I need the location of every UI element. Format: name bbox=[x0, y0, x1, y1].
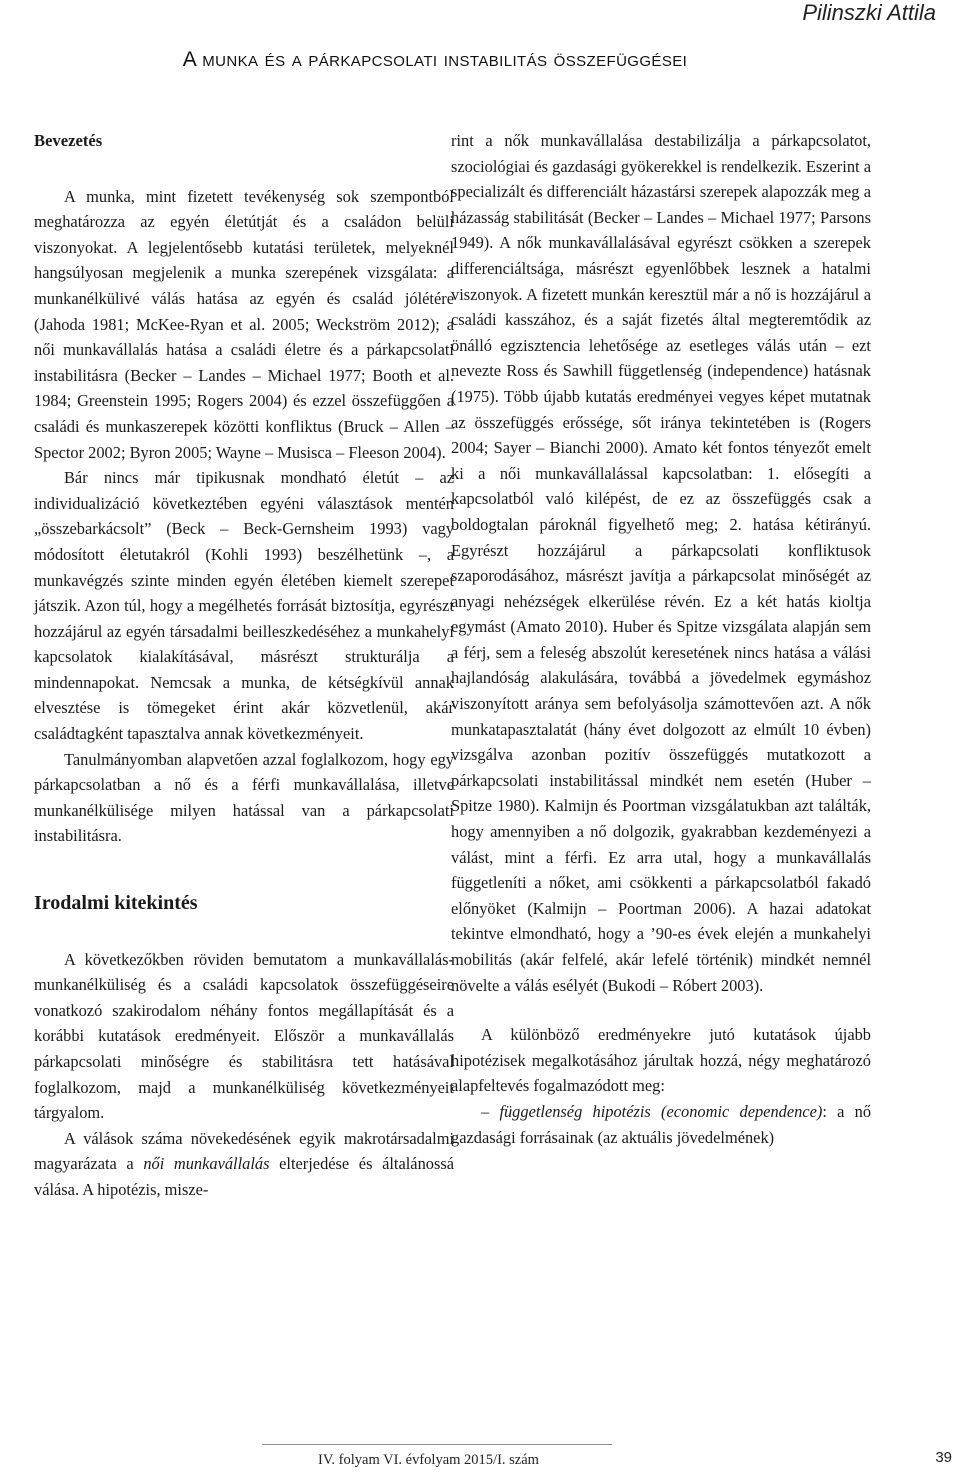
paragraph: A következőkben röviden bemutatom a munkavállalás-munkanélküliség és a családi kapcsolatok összefüggéseire vonatkozó szakirodalom néhány fontos megállapítását és a korábbi kutatások eredményeit. Először a munkavállalás párkapcsolati minőségre és stabilitásra tett hatásával foglalkozom, majd a munkanélküliség következményeit tárgyalom. bbox=[34, 949, 454, 1123]
section-heading-introduction: Bevezetés bbox=[34, 131, 103, 150]
paragraph-text: : a nő gazdasági forrásainak (az aktuális jövedelmének) bbox=[451, 1101, 872, 1147]
list-dash: – bbox=[481, 1101, 500, 1121]
list-item bbox=[451, 1099, 871, 1150]
paragraph-text: elterjedése és általánossá válása. A hipotézis, misze- bbox=[34, 1154, 454, 1199]
paragraph: rint a nők munkavállalása destabilizálja a párkapcsolatot, szociológiai és gazdasági gyökerekkel is rendelkezik. Eszerint a specializált és differenciált házastársi szerepek alapozzák meg a házasság stabilitását (Becker – Landes – Michael 1977; Parsons 1949). A nők munkavállalásával egyrészt csökken a szerepek differenciáltsága, másrészt egyenlőbbek lesznek a hatalmi viszonyok. A fizetett munkán keresztül már a nő is hozzájárul a családi kasszához, és a saját fizetés által megteremtődik az önálló egzisztencia lehetősége az esetleges válás után – ezt nevezte Ross és Sawhill függetlenség (independence) hatásnak (1975). Több újabb kutatás eredményei vegyes képet mutatnak az összefüggés erőssége, sőt iránya tekintetében is (Rogers 2004; Sayer – Bianchi 2000). Amato két fontos tényezőt emelt ki a női munkavállalással kapcsolatban: 1. elősegíti a kapcsolatból való kilépést, de ez az összefüggés csak a boldogtalan pároknál figyelhető meg; 2. hatása kétirányú. Egyrészt hozzájárul a párkapcsolati konfliktusok szaporodásához, másrészt javítja a párkapcsolat minőségét az anyagi nehézségek elkerülése révén. Ez a két hatás kioltja egymást (Amato 2010). Huber és Spitze vizsgálata alapján sem a férj, sem a feleség abszolút keresetének nincs hatása a válási hajlandóság alakulására, továbbá a jövedelmek egymáshoz viszonyított aránya sem befolyásolja számottevően azt. A nők munkatapasztalatát (hány évet dolgozott az elmúlt 10 évben) vizsgálva azonban pozitív összefüggés mutatkozott a párkapcsolati instabilitással mindkét nem esetén (Huber – Spitze 1980). Kalmijn és Poortman vizsgálatukban azt találták, hogy amennyiben a nő dolgozik, gyakrabban kezdeményezi a válást, mint a férfi. Ez arra utal, hogy a munkavállalás függetleníti a nőket, ami csökkenti a párkapcsolatból fakadó előnyöket (Kalmijn – Poortman 2006). A hazai adatokat tekintve elmondható, hogy a ’90-es évek elején a munkahelyi mobilitás (akár felfelé, akár lefelé történik) mindkét nemnél növelte a válás esélyét (Bukodi – Róbert 2003). bbox=[451, 131, 871, 995]
emphasis-text: női munkavállalás bbox=[143, 1154, 270, 1174]
footer-divider bbox=[262, 1444, 612, 1445]
article-title: A munka és a párkapcsolati instabilitás összefüggései bbox=[182, 48, 688, 71]
left-column bbox=[34, 128, 454, 1203]
paragraph-text: A válások száma növekedésének egyik makrotársadalmi magyarázata a bbox=[34, 1128, 454, 1174]
journal-issue: IV. folyam VI. évfolyam 2015/I. szám bbox=[318, 1452, 539, 1468]
paragraph bbox=[34, 1126, 454, 1203]
emphasis-text: függetlenség hipotézis (economic dependence) bbox=[499, 1101, 823, 1121]
page-number: 39 bbox=[935, 1449, 952, 1466]
section-heading-literature: Irodalmi kitekintés bbox=[34, 892, 198, 915]
paragraph: A különböző eredményekre jutó kutatások újabb hipotézisek megalkotásához járultak hozzá, négy meghatározó alapfeltevés fogalmazódott meg: bbox=[451, 1025, 871, 1096]
paragraph-gap bbox=[451, 998, 871, 1022]
paragraph: A munka, mint fizetett tevékenység sok szempontból meghatározza az egyén életútját és a családon belüli viszonyokat. A legjelentősebb kutatási területek, melyeknél hangsúlyosan megjelenik a munka szerepének vizsgálata: a munkanélkülivé válás hatása az egyén és család jólétére (Jahoda 1981; McKee-Ryan et al. 2005; Weckström 2012); a női munkavállalás hatása a családi életre és a párkapcsolati instabilitásra (Becker – Landes – Michael 1977; Booth et al. 1984; Greenstein 1995; Rogers 2004) és ezzel összefüggően a családi és munkaszerepek közötti konfliktus (Bruck – Allen – Spector 2002; Byron 2005; Wayne – Musisca – Fleeson 2004). bbox=[34, 186, 454, 462]
author-name: Pilinszki Attila bbox=[802, 0, 936, 25]
paragraph: Bár nincs már tipikusnak mondható életút – az individualizáció következtében egyéni választások mentén „összebarkácsolt” (Beck – Beck-Gernsheim 1993) vagy módosított életutakról (Kohli 1993) beszélhetünk –, a munkavégzés szinte minden egyén életében kiemelt szerepet játszik. Azon túl, hogy a megélhetés forrását biztosítja, egyrészt hozzájárul az egyén társadalmi beilleszkedéséhez a munkahelyi kapcsolatok kialakításával, másrészt strukturálja a mindennapokat. Nemcsak a munka, de kétségkívül annak elvesztése is tömegeket érint akár közvetlenül, akár családtagként tapasztalva annak következményeit. bbox=[34, 468, 454, 744]
right-column bbox=[451, 128, 871, 1150]
paragraph: Tanulmányomban alapvetően azzal foglalkozom, hogy egy párkapcsolatban a nő és a férfi munkavállalása, illetve munkanélkülisége milyen hatással van a párkapcsolati instabilitásra. bbox=[34, 749, 454, 846]
